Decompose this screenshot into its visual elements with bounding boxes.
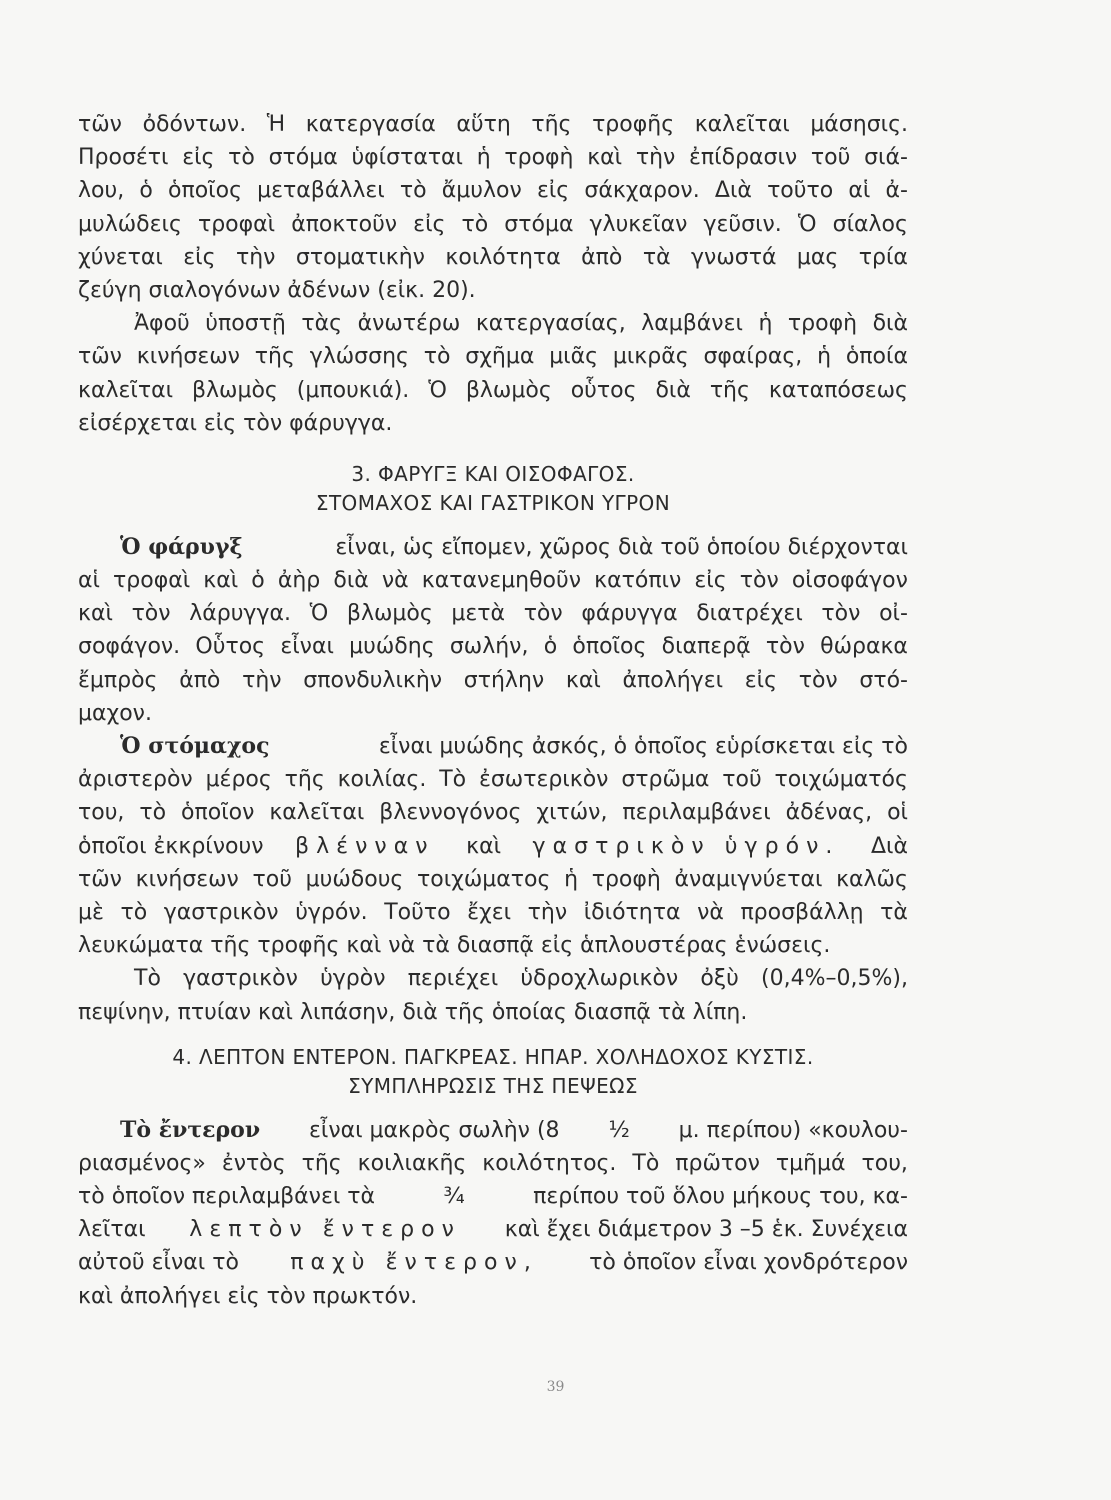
page-body bbox=[78, 108, 908, 1313]
text-fragment: Διὰ bbox=[870, 833, 908, 859]
text-line: του, τὸ ὁποῖον καλεῖται βλεννογόνος χιτών, περιλαμβάνει ἀδένας, οἱ bbox=[78, 800, 908, 826]
paragraph-stomach bbox=[78, 730, 908, 962]
text-line: λευκώματα τῆς τροφῆς καὶ νὰ τὰ διασπᾷ εἰς ἁπλουστέρας ἑνώσεις. bbox=[78, 933, 831, 959]
page-number: 39 bbox=[546, 1379, 565, 1395]
term-intestine: Τὸ ἔντερον bbox=[120, 1116, 261, 1143]
text-line: καὶ τὸν λάρυγγα. Ὁ βλωμὸς μετὰ τὸν φάρυγγα διατρέχει τὸν οἰ- bbox=[78, 601, 908, 627]
text-fragment: τὸ ὁποῖον εἶναι χονδρότερον bbox=[589, 1250, 908, 1276]
text-fragment: τὸ ὁποῖον περιλαμβάνει τὰ bbox=[78, 1184, 376, 1210]
text-line bbox=[78, 730, 908, 763]
text-line: χύνεται εἰς τὴν στοματικὴν κοιλότητα ἀπὸ τὰ γνωστά μας τρία bbox=[78, 244, 908, 270]
text-line: ἔμπρὸς ἀπὸ τὴν σπονδυλικὴν στήλην καὶ ἀπολήγει εἰς τὸν στό- bbox=[78, 667, 908, 693]
text-line bbox=[78, 1213, 908, 1246]
emphasis-large-intestine: παχὺ ἔντερον, bbox=[290, 1250, 538, 1276]
text-fragment: καὶ bbox=[466, 833, 502, 859]
text-fragment: ὁποῖοι ἐκκρίνουν bbox=[78, 833, 264, 859]
text-line bbox=[78, 1180, 908, 1213]
text-line: μυλώδεις τροφαὶ ἀποκτοῦν εἰς τὸ στόμα γλυκεῖαν γεῦσιν. Ὁ σίαλος bbox=[78, 211, 908, 237]
text-line bbox=[78, 830, 908, 863]
text-line: Ἀφοῦ ὑποστῇ τὰς ἀνωτέρω κατεργασίας, λαμβάνει ἡ τροφὴ διὰ bbox=[134, 311, 908, 337]
fraction-three-quarters: ¾ bbox=[443, 1184, 465, 1210]
section-heading-4: 4. ΛΕΠΤΟΝ ΕΝΤΕΡΟΝ. ΠΑΓΚΡΕΑΣ. ΗΠΑΡ. ΧΟΛΗΔΟΧΟΣ ΚΥΣΤΙΣ. bbox=[172, 1044, 814, 1069]
text-line: ζεύγη σιαλογόνων ἀδένων (εἰκ. 20). bbox=[78, 277, 476, 303]
paragraph-gastric-content bbox=[78, 962, 908, 1028]
fraction-half: ½ bbox=[608, 1117, 630, 1143]
paragraph-bolus bbox=[78, 307, 908, 440]
section-heading-3: 3. ΦΑΡΥΓΞ ΚΑΙ ΟΙΣΟΦΑΓΟΣ. bbox=[351, 461, 635, 486]
text-line bbox=[78, 1246, 908, 1279]
text-line bbox=[78, 1114, 908, 1147]
paragraph-intestine bbox=[78, 1114, 908, 1313]
text-line: μαχον. bbox=[78, 700, 152, 726]
text-line bbox=[78, 531, 908, 564]
section-heading-3-subtitle: ΣΤΟΜΑΧΟΣ ΚΑΙ ΓΑΣΤΡΙΚΟΝ ΥΓΡΟΝ bbox=[315, 490, 671, 515]
text-line: μὲ τὸ γαστρικὸν ὑγρόν. Τοῦτο ἔχει τὴν ἰδιότητα νὰ προσβάλλῃ τὰ bbox=[78, 899, 908, 925]
text-line: καὶ ἀπολήγει εἰς τὸν πρωκτόν. bbox=[78, 1283, 418, 1309]
text-line: Τὸ γαστρικὸν ὑγρὸν περιέχει ὑδροχλωρικὸν ὀξὺ (0,4%–0,5%), bbox=[134, 966, 908, 992]
text-fragment: εἶναι μυώδης ἀσκός, ὁ ὁποῖος εὑρίσκεται εἰς τὸ bbox=[378, 734, 908, 759]
text-line: Προσέτι εἰς τὸ στόμα ὑφίσταται ἡ τροφὴ καὶ τὴν ἐπίδρασιν τοῦ σιά- bbox=[78, 145, 908, 171]
text-line: αἱ τροφαὶ καὶ ὁ ἀὴρ διὰ νὰ κατανεμηθοῦν κατόπιν εἰς τὸν οἰσοφάγον bbox=[78, 568, 908, 594]
text-fragment: περίπου τοῦ ὅλου μήκους του, κα- bbox=[533, 1184, 908, 1210]
text-fragment: καὶ ἔχει διάμετρον 3 –5 ἑκ. Συνέχεια bbox=[504, 1217, 908, 1243]
text-fragment: μ. περίπου) «κουλου- bbox=[678, 1117, 908, 1143]
text-line: τῶν κινήσεων τοῦ μυώδους τοιχώματος ἡ τροφὴ ἀναμιγνύεται καλῶς bbox=[78, 866, 908, 892]
term-stomach: Ὁ στόμαχος bbox=[120, 733, 270, 759]
paragraph-mastication bbox=[78, 108, 908, 307]
text-line: πεψίνην, πτυίαν καὶ λιπάσην, διὰ τῆς ὁποίας διασπᾷ τὰ λίπη. bbox=[78, 999, 748, 1025]
text-fragment: αὐτοῦ εἶναι τὸ bbox=[78, 1250, 239, 1276]
text-line: ριασμένος» ἐντὸς τῆς κοιλιακῆς κοιλότητος. Τὸ πρῶτον τμῆμά του, bbox=[78, 1150, 908, 1176]
text-line: τῶν ὀδόντων. Ἡ κατεργασία αὕτη τῆς τροφῆς καλεῖται μάσησις. bbox=[78, 112, 908, 137]
text-fragment: εἶναι, ὡς εἴπομεν, χῶρος διὰ τοῦ ὁποίου διέρχονται bbox=[335, 534, 908, 560]
text-line: καλεῖται βλωμὸς (μπουκιά). Ὁ βλωμὸς οὗτος διὰ τῆς καταπόσεως bbox=[78, 377, 908, 403]
text-line: τῶν κινήσεων τῆς γλώσσης τὸ σχῆμα μιᾶς μικρᾶς σφαίρας, ἡ ὁποία bbox=[78, 344, 908, 370]
text-fragment: εἶναι μακρὸς σωλὴν (8 bbox=[308, 1117, 560, 1143]
text-line: ἀριστερὸν μέρος τῆς κοιλίας. Τὸ ἐσωτερικὸν στρῶμα τοῦ τοιχώματός bbox=[78, 767, 908, 793]
term-pharynx: Ὁ φάρυγξ bbox=[120, 533, 243, 560]
text-line: σοφάγον. Οὗτος εἶναι μυώδης σωλήν, ὁ ὁποῖος διαπερᾷ τὸν θώρακα bbox=[78, 634, 908, 660]
emphasis-small-intestine: λεπτὸν ἔντερον bbox=[189, 1217, 462, 1243]
text-line: εἰσέρχεται εἰς τὸν φάρυγγα. bbox=[78, 410, 393, 436]
paragraph-pharynx bbox=[78, 531, 908, 730]
emphasis-gastric-juice: γαστρικὸν ὑγρόν. bbox=[532, 833, 840, 859]
text-line: λου, ὁ ὁποῖος μεταβάλλει τὸ ἄμυλον εἰς σάκχαρον. Διὰ τοῦτο αἱ ἀ- bbox=[78, 178, 908, 204]
section-heading-4-subtitle: ΣΥΜΠΛΗΡΩΣΙΣ ΤΗΣ ΠΕΨΕΩΣ bbox=[348, 1073, 638, 1098]
text-fragment: λεῖται bbox=[78, 1217, 146, 1243]
emphasis-mucus: βλένναν bbox=[295, 833, 435, 859]
